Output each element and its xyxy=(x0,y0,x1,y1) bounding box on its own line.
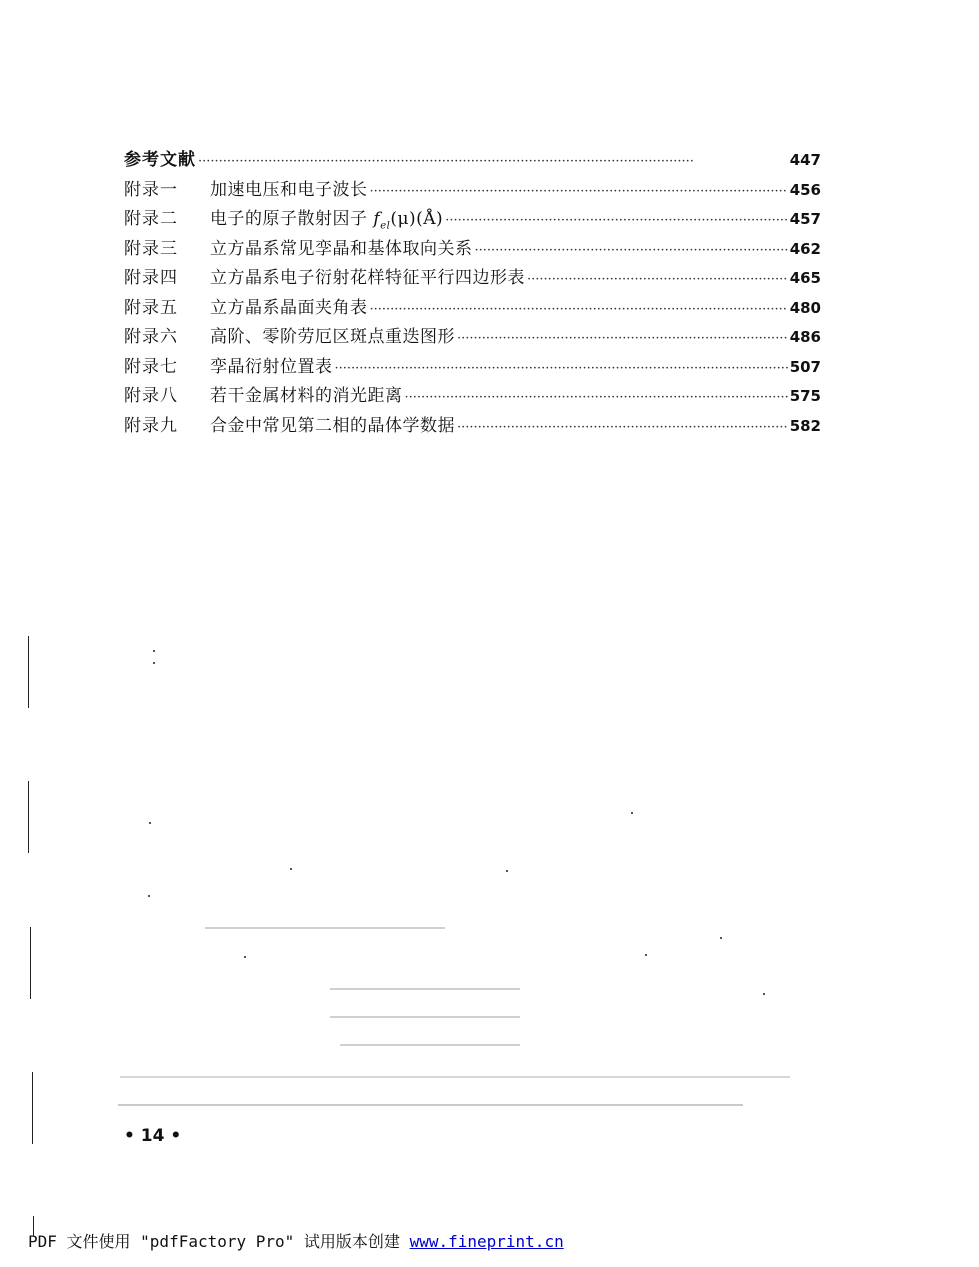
toc-title: 合金中常见第二相的晶体学数据 xyxy=(210,415,455,436)
toc-label: 附录四 xyxy=(124,268,178,288)
scan-speck xyxy=(290,868,292,870)
scan-smudge xyxy=(205,927,445,929)
toc-label: 附录二 xyxy=(124,209,178,229)
toc-leader xyxy=(527,265,788,295)
scan-speck xyxy=(506,870,508,872)
toc-label: 附录七 xyxy=(124,356,178,377)
scan-edge-line xyxy=(32,1072,33,1144)
toc-title: 高阶、零阶劳厄区斑点重迭图形 xyxy=(210,327,455,347)
toc-row xyxy=(124,382,821,412)
toc-row xyxy=(124,353,821,383)
toc-leader xyxy=(445,206,788,236)
toc-leader xyxy=(370,177,788,207)
toc-title: 立方晶系常见孪晶和基体取向关系 xyxy=(210,238,473,259)
toc-leader xyxy=(475,236,788,266)
toc-leader xyxy=(370,295,788,325)
toc-leader xyxy=(335,354,788,384)
toc-row xyxy=(124,412,821,442)
toc-label: 附录五 xyxy=(124,297,178,318)
toc-page: 465 xyxy=(789,269,821,287)
toc-title: 加速电压和电子波长 xyxy=(210,179,368,200)
toc-title: 立方晶系电子衍射花样特征平行四边形表 xyxy=(210,268,525,288)
scan-smudge xyxy=(330,988,520,990)
toc-title: 若干金属材料的消光距离 xyxy=(210,386,403,406)
toc-label: 附录九 xyxy=(124,415,178,436)
formula-subscript: el xyxy=(380,220,391,232)
scan-speck xyxy=(149,822,151,824)
toc-title: 孪晶衍射位置表 xyxy=(210,356,333,377)
toc-row xyxy=(124,176,821,206)
scan-speck xyxy=(244,956,246,958)
toc-row-references xyxy=(124,146,821,176)
formula-symbol: f xyxy=(373,209,381,229)
toc-page: 575 xyxy=(789,387,821,405)
table-of-contents xyxy=(124,146,821,441)
toc-label: 参考文献 xyxy=(124,150,196,170)
scan-smudge xyxy=(120,1076,790,1078)
footer-text: PDF 文件使用 "pdfFactory Pro" 试用版本创建 xyxy=(28,1232,400,1251)
toc-title: 立方晶系晶面夹角表 xyxy=(210,297,368,318)
toc-title-suffix: (μ)(Å) xyxy=(390,209,444,229)
toc-row xyxy=(124,294,821,324)
scan-speck xyxy=(153,650,155,652)
toc-leader xyxy=(457,324,788,354)
toc-page: 507 xyxy=(789,357,821,376)
toc-label: 附录八 xyxy=(124,386,178,406)
scan-speck xyxy=(763,993,765,995)
scan-edge-line xyxy=(30,927,31,999)
scan-smudge xyxy=(340,1044,520,1046)
scan-edge-line xyxy=(28,636,29,708)
toc-row xyxy=(124,235,821,265)
toc-page: 486 xyxy=(789,328,821,346)
toc-page: 456 xyxy=(789,180,821,199)
footer-link[interactable]: www.fineprint.cn xyxy=(409,1232,564,1251)
scan-edge-line xyxy=(28,781,29,853)
toc-page: 457 xyxy=(789,210,821,228)
scan-smudge xyxy=(330,1016,520,1018)
scan-speck xyxy=(153,662,155,664)
scan-speck xyxy=(645,954,647,956)
toc-label: 附录一 xyxy=(124,179,178,200)
toc-page: 582 xyxy=(789,416,821,435)
toc-row xyxy=(124,323,821,353)
toc-page: 447 xyxy=(789,151,821,169)
toc-label: 附录六 xyxy=(124,327,178,347)
toc-page: 462 xyxy=(789,239,821,258)
scan-speck xyxy=(631,812,633,814)
toc-row xyxy=(124,205,821,235)
toc-title-prefix: 电子的原子散射因子 xyxy=(210,209,368,229)
scan-smudge xyxy=(118,1104,743,1106)
toc-row xyxy=(124,264,821,294)
scan-speck xyxy=(720,937,722,939)
toc-page: 480 xyxy=(789,298,821,317)
scan-speck xyxy=(148,895,150,897)
toc-label: 附录三 xyxy=(124,238,178,259)
toc-leader xyxy=(457,413,788,443)
toc-leader xyxy=(405,383,788,413)
page-number: • 14 • xyxy=(124,1126,182,1146)
pdf-footer xyxy=(28,1229,564,1252)
toc-leader xyxy=(198,147,788,177)
